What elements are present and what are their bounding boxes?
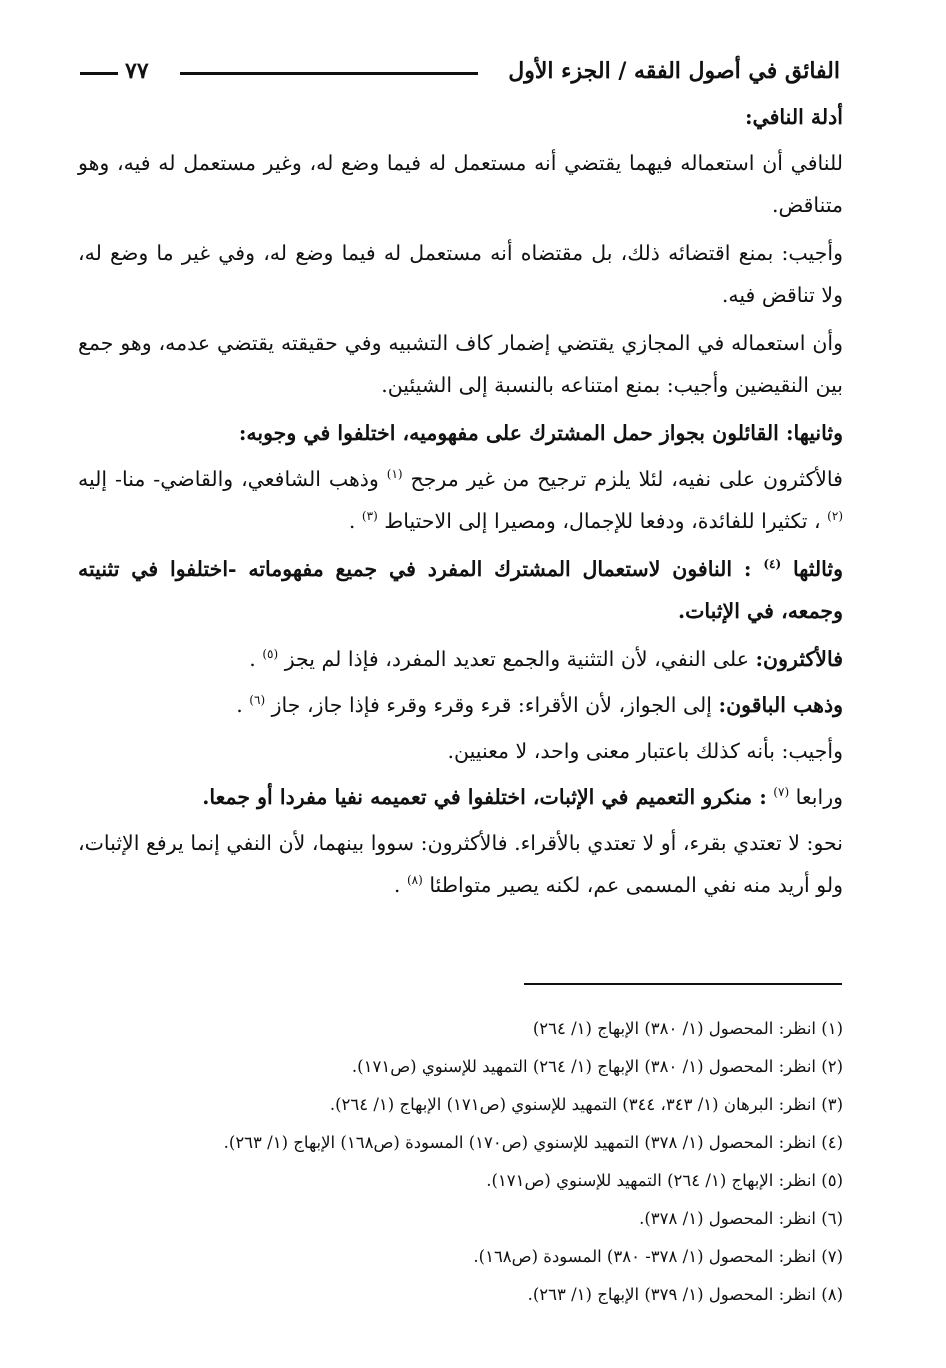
header-rule-left: [80, 72, 118, 75]
text-run: .: [348, 509, 356, 533]
footnote: (٧) انظر: المحصول (١/ ٣٧٨- ٣٨٠) المسودة (ص١٦٨).: [473, 1247, 843, 1266]
text-run: .: [249, 647, 256, 671]
paragraph: [78, 638, 843, 680]
text-run-bold: : منكرو التعميم في الإثبات، اختلفوا في تعميمه نفيا مفردا أو جمعا.: [202, 785, 767, 809]
footnote-ref[interactable]: (٨): [406, 873, 423, 888]
text-run: ورابعا: [795, 785, 843, 809]
footnote-ref[interactable]: (٢): [827, 509, 843, 524]
footnote: (٤) انظر: المحصول (١/ ٣٧٨) التمهيد للإسنوي (ص١٧٠) المسودة (ص١٦٨) الإبهاج (١/ ٢٦٣).: [223, 1133, 843, 1152]
footnote: (٥) انظر: الإبهاج (١/ ٢٦٤) التمهيد للإسنوي (ص١٧١).: [486, 1171, 843, 1190]
text-run-bold: وذهب الباقون:: [718, 693, 843, 717]
text-run: إلى الجواز، لأن الأقراء: قرء وقرء وقرء فإذا جاز، جاز: [271, 693, 712, 717]
paragraph: للنافي أن استعماله فيهما يقتضي أنه مستعمل له فيما وضع له، وغير مستعمل له فيه، وهو متناقض.: [78, 151, 843, 217]
footnote-ref[interactable]: (٦): [249, 693, 266, 708]
footnote-ref[interactable]: (١): [386, 467, 403, 482]
paragraph: [78, 776, 843, 818]
footnote-ref[interactable]: (٣): [361, 509, 378, 524]
text-run: : النافون لاستعمال المشترك المفرد في جميع مفهوماته -اختلفوا في تثنيته وجمعه، في الإثبات.: [78, 557, 843, 623]
paragraph: [78, 822, 843, 906]
footnote: (٦) انظر: المحصول (١/ ٣٧٨).: [639, 1209, 843, 1228]
footnote: (٣) انظر: البرهان (١/ ٣٤٣، ٣٤٤) التمهيد للإسنوي (ص١٧١) الإبهاج (١/ ٢٦٤).: [329, 1095, 843, 1114]
footnote: (٢) انظر: المحصول (١/ ٣٨٠) الإبهاج (١/ ٢٦٤) التمهيد للإسنوي (ص١٧١).: [351, 1057, 843, 1076]
footnote-separator: [524, 983, 842, 985]
text-run: .: [393, 873, 401, 897]
text-run: وثالثها: [793, 557, 844, 581]
main-text: [78, 96, 843, 912]
text-run: وذهب الشافعي، والقاضي- منا- إليه: [78, 467, 379, 491]
text-run: نحو: لا تعتدي بقرء، أو لا تعتدي بالأقراء. فالأكثرون: سووا بينهما، لأن النفي إنما يرفع الإثبات، ولو أريد منه نفي المسمى عم، لكنه يصير متواطئا: [78, 831, 843, 897]
footnotes: [78, 1010, 843, 1314]
page-header: [80, 50, 840, 90]
running-title: الفائق في أصول الفقه / الجزء الأول: [508, 58, 840, 84]
footnote-ref[interactable]: (٧): [773, 785, 790, 800]
text-run: على النفي، لأن التثنية والجمع تعديد المفرد، فإذا لم يجز: [284, 647, 749, 671]
section-heading: أدلة النافي:: [744, 105, 843, 129]
text-run-bold: فالأكثرون:: [755, 647, 843, 671]
footnote-ref[interactable]: (٤): [763, 557, 782, 572]
text-run: .: [236, 693, 243, 717]
paragraph: [78, 548, 843, 632]
footnote: (٨) انظر: المحصول (١/ ٣٧٩) الإبهاج (١/ ٢٦٣).: [527, 1285, 843, 1304]
text-run: فالأكثرون على نفيه، لئلا يلزم ترجيح من غير مرجح: [410, 467, 843, 491]
text-run: ، تكثيرا للفائدة، ودفعا للإجمال، ومصيرا إلى الاحتياط: [384, 509, 821, 533]
page-number: ٧٧: [125, 58, 149, 84]
paragraph: وأجيب: بأنه كذلك باعتبار معنى واحد، لا معنيين.: [447, 739, 843, 763]
paragraph-heading: وثانيها: القائلون بجواز حمل المشترك على مفهوميه، اختلفوا في وجوبه:: [238, 421, 843, 445]
paragraph: [78, 684, 843, 726]
footnote-ref[interactable]: (٥): [262, 647, 279, 662]
footnote: (١) انظر: المحصول (١/ ٣٨٠) الإبهاج (١/ ٢٦٤): [532, 1019, 843, 1038]
paragraph: [78, 458, 843, 542]
paragraph: وأجيب: بمنع اقتضائه ذلك، بل مقتضاه أنه مستعمل له فيما وضع له، وفي غير ما وضع له، ولا تناقض فيه.: [78, 241, 843, 307]
header-rule-middle: [180, 72, 478, 75]
paragraph: وأن استعماله في المجازي يقتضي إضمار كاف التشبيه وفي حقيقته يقتضي عدمه، وهو جمع بين النقيضين وأجيب: بمنع امتناعه بالنسبة إلى الشيئين.: [78, 331, 843, 397]
